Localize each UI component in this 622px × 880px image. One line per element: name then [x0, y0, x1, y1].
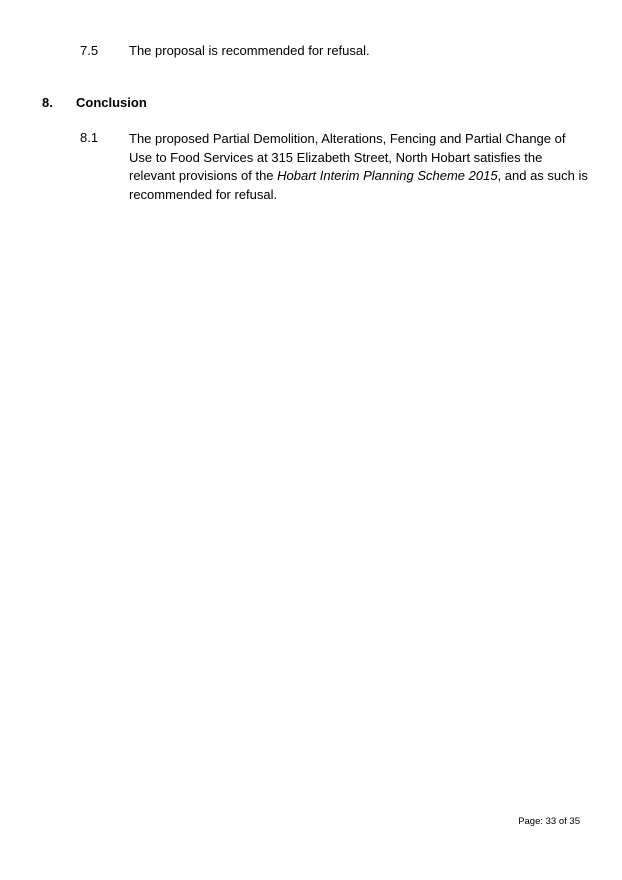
paragraph-number-7-5: 7.5: [80, 43, 99, 58]
section-number: 8.: [42, 95, 53, 110]
section-heading: Conclusion: [76, 95, 147, 110]
planning-scheme-title: Hobart Interim Planning Scheme 2015: [277, 168, 498, 183]
paragraph-text-8-1-part-1: The proposed Partial Demolition, Alterations, Fencing and Partial Change of Use to Food Services at 315 Elizabeth Street, North Hobart satisfies the relevant provisions of the: [129, 131, 566, 183]
paragraph-text-7-5: The proposal is recommended for refusal.: [129, 43, 370, 58]
page-number-footer: Page: 33 of 35: [518, 816, 580, 827]
paragraph-number-8-1: 8.1: [80, 130, 99, 145]
paragraph-text-8-1-part-2: , and as such is recommended for refusal.: [129, 168, 588, 202]
paragraph-text-8-1: [129, 130, 589, 204]
